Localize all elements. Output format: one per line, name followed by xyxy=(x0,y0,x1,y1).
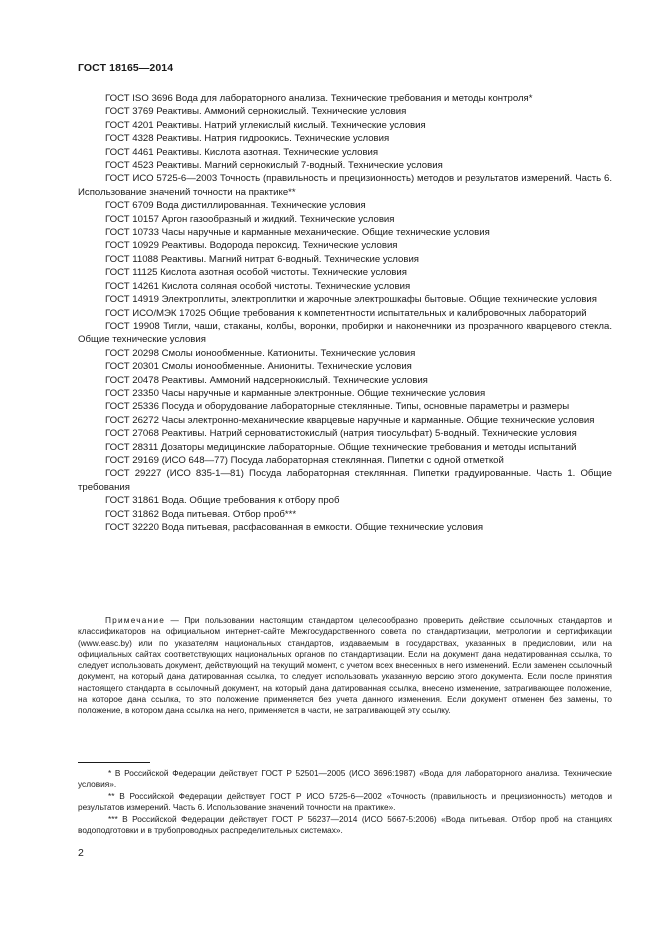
reference-item: ГОСТ 31862 Вода питьевая. Отбор проб*** xyxy=(105,508,297,520)
reference-item: ГОСТ 6709 Вода дистиллированная. Технические условия xyxy=(105,200,366,212)
reference-item: ГОСТ 10929 Реактивы. Водорода пероксид. Технические условия xyxy=(105,240,398,252)
footnote-item: *** В Российской Федерации действует ГОСТ Р 56237—2014 (ИСО 5667-5:2006) «Вода питьевая. Отбор проб на станциях водоподготовки и в трубопроводных распределительных системах». xyxy=(78,813,612,836)
reference-item: ГОСТ 10157 Аргон газообразный и жидкий. Технические условия xyxy=(105,213,395,225)
reference-item: ГОСТ ISO 3696 Вода для лабораторного анализа. Технические требования и методы контроля* xyxy=(105,93,533,104)
footnotes-block xyxy=(78,768,612,836)
reference-item: ГОСТ 20478 Реактивы. Аммоний надсернокислый. Технические условия xyxy=(105,374,428,386)
reference-item: ГОСТ ИСО 5725-6—2003 Точность (правильность и прецизионность) методов и результатов измерений. Часть 6. Использование значений точности на практике** xyxy=(78,173,612,198)
normative-references-list xyxy=(78,92,612,534)
reference-item: ГОСТ 29169 (ИСО 648—77) Посуда лабораторная стеклянная. Пипетки с одной отметкой xyxy=(105,454,504,466)
reference-item: ГОСТ 29227 (ИСО 835-1—81) Посуда лабораторная стеклянная. Пипетки градуированные. Часть 1. Общие требования xyxy=(78,468,612,493)
reference-item: ГОСТ 28311 Дозаторы медицинские лабораторные. Общие технические требования и методы испытаний xyxy=(105,441,577,453)
reference-item: ГОСТ 10733 Часы наручные и карманные механические. Общие технические условия xyxy=(105,227,490,239)
reference-item: ГОСТ 25336 Посуда и оборудование лабораторные стеклянные. Типы, основные параметры и размеры xyxy=(105,401,570,413)
reference-item: ГОСТ 11088 Реактивы. Магний нитрат 6-водный. Технические условия xyxy=(105,253,419,265)
page-number: 2 xyxy=(78,847,84,859)
reference-item: ГОСТ 20301 Смолы ионообменные. Аниониты. Технические условия xyxy=(105,361,412,373)
note-label: Примечание xyxy=(105,615,166,625)
footnote-item: ** В Российской Федерации действует ГОСТ Р ИСО 5725-6—2002 «Точность (правильность и прецизионность) методов и результатов измерений. Часть 6. Использование значений точности на практике». xyxy=(78,790,612,813)
reference-item: ГОСТ 3769 Реактивы. Аммоний сернокислый. Технические условия xyxy=(105,106,407,118)
reference-item: ГОСТ 4523 Реактивы. Магний сернокислый 7-водный. Технические условия xyxy=(105,160,443,172)
reference-item: ГОСТ 4201 Реактивы. Натрий углекислый кислый. Технические условия xyxy=(105,119,426,131)
footnote-divider xyxy=(78,762,150,763)
reference-item: ГОСТ 4461 Реактивы. Кислота азотная. Технические условия xyxy=(105,146,379,158)
reference-item: ГОСТ 32220 Вода питьевая, расфасованная в емкости. Общие технические условия xyxy=(105,522,484,533)
document-header: ГОСТ 18165—2014 xyxy=(78,62,174,74)
reference-item: ГОСТ ИСО/МЭК 17025 Общие требования к компетентности испытательных и калибровочных лабораторий xyxy=(105,307,587,319)
note-paragraph xyxy=(78,615,612,717)
reference-item: ГОСТ 14919 Электроплиты, электроплитки и жарочные электрошкафы бытовые. Общие технические условия xyxy=(105,294,597,306)
reference-item: ГОСТ 31861 Вода. Общие требования к отбору проб xyxy=(105,495,340,507)
reference-item: ГОСТ 26272 Часы электронно-механические кварцевые наручные и карманные. Общие технические условия xyxy=(105,414,595,426)
note-block xyxy=(78,615,612,717)
reference-item: ГОСТ 4328 Реактивы. Натрия гидроокись. Технические условия xyxy=(105,133,390,145)
reference-item: ГОСТ 23350 Часы наручные и карманные электронные. Общие технические условия xyxy=(105,387,486,399)
footnote-item: * В Российской Федерации действует ГОСТ Р 52501—2005 (ИСО 3696:1987) «Вода для лабораторного анализа. Технические условия». xyxy=(78,768,612,790)
reference-item: ГОСТ 27068 Реактивы. Натрий серноватистокислый (натрия тиосульфат) 5-водный. Технические условия xyxy=(105,428,577,440)
reference-item: ГОСТ 14261 Кислота соляная особой чистоты. Технические условия xyxy=(105,280,411,292)
reference-item: ГОСТ 19908 Тигли, чаши, стаканы, колбы, воронки, пробирки и наконечники из прозрачного кварцевого стекла. Общие технические условия xyxy=(78,320,612,346)
reference-item: ГОСТ 11125 Кислота азотная особой чистоты. Технические условия xyxy=(105,267,407,279)
reference-item: ГОСТ 20298 Смолы ионообменные. Катиониты. Технические условия xyxy=(105,347,416,359)
note-text: — При пользовании настоящим стандартом целесообразно проверить действие ссылочных стандартов и классификаторов на официальном интернет-сайте Межгосударственного совета по стандартизации, метрологии и сертификации (www.easc.by) или по указателям национальных стандартов, издаваемым в государствах, указанных в предисловии, или на официальных сайтах соответствующих национальных органов по стандартизации. Если на документ дана недатированная ссылка, то следует использовать документ, действующий на текущий момент, с учетом всех внесенных в него изменений. Если заменен ссылочный документ, на который дана датированная ссылка, то следует использовать указанную версию этого документа. Если после принятия настоящего стандарта в ссылочный документ, на который дана датированная ссылка, внесено изменение, затрагивающее положение, на которое дана ссылка, то это положение применяется без учета данного изменения. Если документ отменен без замены, то положение, в котором дана ссылка на него, применяется в части, не затрагивающей эту ссылку. xyxy=(78,615,612,716)
